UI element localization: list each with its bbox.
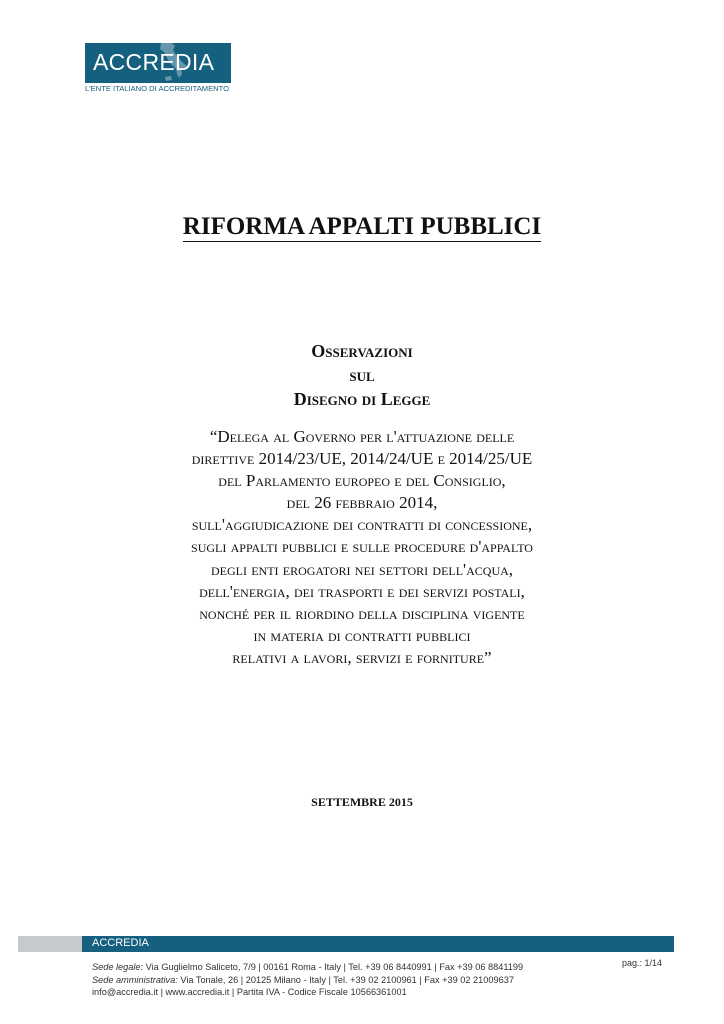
law-title-line: sull'aggiudicazione dei contratti di concessione,: [191, 515, 533, 535]
footer-admin-line: [92, 974, 523, 987]
law-title-line: direttive 2014/23/UE, 2014/24/UE e 2014/25/UE: [191, 449, 533, 469]
law-title-line: “Delega al Governo per l'attuazione delle: [209, 427, 515, 446]
law-title-line: in materia di contratti pubblici: [253, 625, 471, 645]
accredia-logo: [85, 43, 231, 95]
observations-line: sul: [349, 365, 375, 385]
observations-line: Disegno di Legge: [293, 389, 431, 409]
law-title-line: del Parlamento europeo e del Consiglio,: [218, 471, 506, 491]
footer-bar-accent: [18, 936, 82, 952]
footer-legal-line: [92, 961, 523, 974]
law-title-line: relativi a lavori, servizi e forniture”: [232, 647, 492, 667]
footer-bar: [18, 936, 674, 952]
logo-tagline: L'ENTE ITALIANO DI ACCREDITAMENTO: [85, 84, 230, 93]
logo-wordmark: ACCREDIA: [93, 49, 215, 75]
document-title: [0, 213, 724, 241]
law-title-line: sugli appalti pubblici e sulle procedure d'appalto: [191, 537, 533, 557]
document-title-text: RIFORMA APPALTI PUBBLICI: [182, 213, 542, 240]
footer-legal-address: Via Guglielmo Saliceto, 7/9 | 00161 Roma - Italy | Tel. +39 06 8440991 | Fax +39 06 8841199: [145, 962, 524, 972]
law-title: [0, 426, 724, 669]
law-title-line: dell'energia, dei trasporti e dei servizi postali,: [199, 581, 525, 601]
observations-heading: [0, 339, 724, 411]
footer-admin-address: Via Tonale, 26 | 20125 Milano - Italy | Tel. +39 02 2100961 | Fax +39 02 21009637: [180, 974, 514, 985]
footer-brand: ACCREDIA: [92, 937, 149, 949]
page-number: pag.: 1/14: [622, 958, 663, 968]
law-title-line: del 26 febbraio 2014,: [286, 493, 438, 513]
footer-legal-label: Sede legale:: [92, 962, 144, 972]
footer-contacts: info@accredia.it | www.accredia.it | Partita IVA - Codice Fiscale 10566361001: [92, 987, 407, 998]
law-title-line: nonché per il riordino della disciplina vigente: [199, 603, 525, 623]
document-date: SETTEMBRE 2015: [311, 795, 413, 809]
law-title-line: degli enti erogatori nei settori dell'acqua,: [210, 559, 514, 579]
footer-addresses: [92, 961, 523, 999]
observations-line: Osservazioni: [311, 341, 413, 361]
footer-admin-label: Sede amministrativa:: [92, 974, 178, 985]
